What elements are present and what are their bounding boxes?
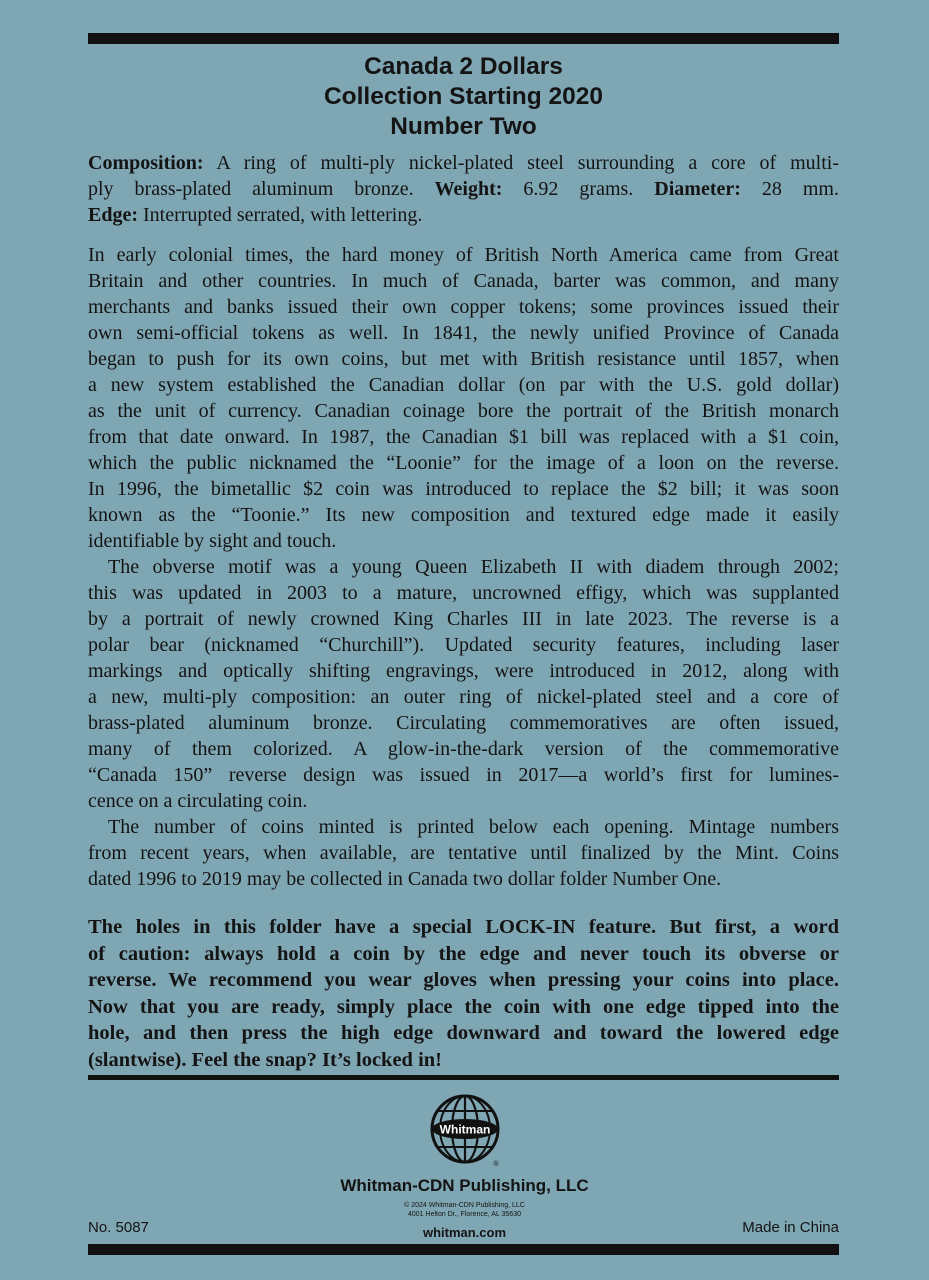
catalog-number: No. 5087 (88, 1219, 149, 1236)
text-line: merchants and banks issued their own copper tokens; some provinces issued their (88, 296, 839, 318)
website-text: whitman.com (422, 1225, 507, 1240)
text-line: began to push for its own coins, but met with British resistance until 1857, when (88, 348, 839, 370)
history-paragraph-3 (88, 814, 839, 892)
text-line: known as the “Toonie.” Its new composition and textured edge made it easily (88, 504, 839, 526)
text-line: identifiable by sight and touch. (88, 530, 337, 552)
copyright-text: © 2024 Whitman-CDN Publishing, LLC (404, 1202, 525, 1209)
history-text (88, 242, 839, 892)
text-line: of caution: always hold a coin by the edge and never touch its obverse or (88, 942, 839, 965)
composition-text-b: ply brass-plated aluminum bronze. (88, 178, 435, 200)
text-line: “Canada 150” reverse design was issued in 2017—a world’s first for lumines- (88, 764, 839, 786)
text-line: The number of coins minted is printed below each opening. Mintage numbers (108, 816, 839, 838)
address-text: 4001 Helton Dr., Florence, AL 35630 (408, 1211, 521, 1218)
history-paragraph-1 (88, 242, 839, 554)
text-line: many of them colorized. A glow-in-the-dark version of the commemorative (88, 738, 839, 760)
weight-label: Weight: (434, 178, 503, 200)
text-line: markings and optically shifting engravings, were introduced in 2012, along with (88, 660, 839, 682)
weight-text: 6.92 grams. (502, 178, 655, 200)
text-line: by a portrait of newly crowned King Charles III in late 2023. The reverse is a (88, 608, 839, 630)
text-line: The obverse motif was a young Queen Elizabeth II with diadem through 2002; (108, 556, 839, 578)
text-line: In early colonial times, the hard money of British North America came from Great (88, 244, 839, 266)
text-line: a new system established the Canadian dollar (on par with the U.S. gold dollar) (88, 374, 839, 396)
text-line: The holes in this folder have a special LOCK-IN feature. But first, a word (88, 916, 839, 938)
edge-label: Edge: (88, 204, 138, 226)
text-line: reverse. We recommend you wear gloves when pressing your coins into place. (88, 969, 839, 991)
lockin-notice (88, 914, 839, 1073)
text-line: this was updated in 2003 to a mature, uncrowned effigy, which was supplanted (88, 582, 839, 604)
registered-mark: ® (493, 1161, 499, 1168)
text-line: brass-plated aluminum bronze. Circulating commemoratives are often issued, (88, 712, 839, 734)
text-line: dated 1996 to 2019 may be collected in Canada two dollar folder Number One. (88, 868, 722, 890)
text-line: hole, and then press the high edge downward and toward the lowered edge (88, 1022, 839, 1044)
page-title (88, 52, 839, 142)
title-line-1: Canada 2 Dollars (364, 53, 563, 80)
composition-line-3 (88, 202, 839, 228)
globe-icon (429, 1093, 505, 1169)
made-in-label: Made in China (742, 1219, 839, 1236)
text-line: from recent years, when available, are tentative until finalized by the Mint. Coins (88, 842, 839, 864)
composition-line-2 (88, 176, 839, 202)
text-line: cence on a circulating coin. (88, 790, 308, 812)
text-line: Now that you are ready, simply place the coin with one edge tipped into the (88, 995, 839, 1018)
text-line: a new, multi-ply composition: an outer ring of nickel-plated steel and a core of (88, 686, 839, 708)
diameter-label: Diameter: (654, 178, 741, 200)
text-line: (slantwise). Feel the snap? It’s locked in! (88, 1048, 442, 1071)
publisher-name: Whitman-CDN Publishing, LLC (340, 1176, 589, 1195)
text-line: In 1996, the bimetallic $2 coin was introduced to replace the $2 bill; it was soon (88, 478, 839, 500)
diameter-text: 28 mm. (740, 178, 839, 200)
text-line: as the unit of currency. Canadian coinage bore the portrait of the British monarch (88, 400, 839, 422)
bottom-rule (88, 1244, 839, 1255)
title-line-2: Collection Starting 2020 (323, 83, 604, 110)
text-line: which the public nicknamed the “Loonie” for the image of a loon on the reverse. (88, 452, 839, 474)
whitman-logo (429, 1093, 505, 1169)
middle-rule (88, 1075, 839, 1080)
history-paragraph-2 (88, 554, 839, 814)
title-line-3: Number Two (390, 113, 537, 140)
composition-label: Composition: (88, 152, 204, 174)
edge-text: Interrupted serrated, with lettering. (138, 204, 423, 226)
composition-text-a: A ring of multi-ply nickel-plated steel surrounding a core of multi- (203, 152, 839, 174)
text-line: from that date onward. In 1987, the Canadian $1 bill was replaced with a $1 coin, (88, 426, 839, 448)
top-rule (88, 33, 839, 44)
composition-paragraph (88, 150, 839, 228)
logo-wordmark: Whitman (439, 1122, 491, 1137)
text-line: polar bear (nicknamed “Churchill”). Updated security features, including laser (88, 634, 839, 656)
text-line: own semi-official tokens as well. In 1841, the newly unified Province of Canada (88, 322, 839, 344)
composition-line-1 (88, 150, 839, 176)
text-line: Britain and other countries. In much of Canada, barter was common, and many (88, 270, 839, 292)
